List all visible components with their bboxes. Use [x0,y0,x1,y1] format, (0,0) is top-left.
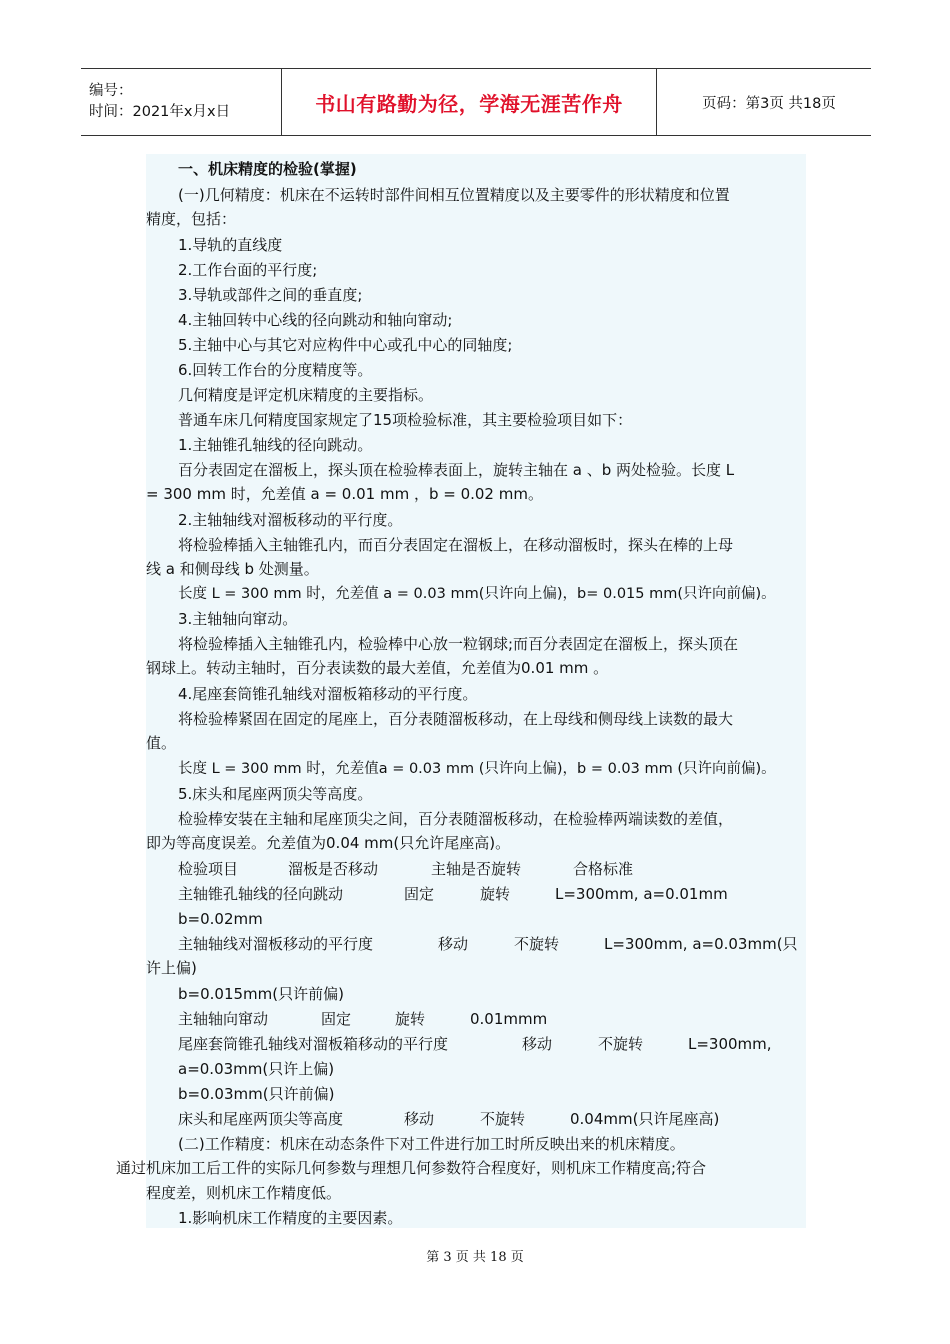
table-row [178,1108,719,1130]
list-item: 5.床头和尾座两顶尖等高度。 [178,785,373,803]
table-cell: 不旋转 [598,1035,644,1053]
paragraph-line: 长度 L = 300 mm 时，允差值a = 0.03 mm (只许向上偏)，b = 0.03 mm (只许向前偏)。 [178,761,776,777]
list-item: 2.工作台面的平行度; [178,261,318,279]
list-item: 2.主轴轴线对溜板移动的平行度。 [178,511,403,529]
table-cell: 0.01mmm [470,1010,548,1028]
table-header-cell: 检验项目 [178,860,239,878]
table-cell: 固定 [321,1010,352,1028]
list-item: 3.主轴轴向窜动。 [178,610,298,628]
paragraph-line: 将检验棒插入主轴锥孔内，而百分表固定在溜板上，在移动溜板时，探头在棒的上母 [178,536,734,554]
table-cell: 尾座套筒锥孔轴线对溜板箱移动的平行度 [178,1035,449,1053]
paragraph-line: 即为等高度误差。允差值为0.04 mm(只允许尾座高)。 [146,834,511,852]
table-row [178,883,728,905]
table-cell: 床头和尾座两顶尖等高度 [178,1110,344,1128]
table-row-continuation: b=0.03mm(只许前偏) [178,1085,335,1103]
table-cell: 移动 [404,1110,435,1128]
table-row-continuation: b=0.02mm [178,910,263,928]
table-row [178,1033,772,1055]
table-header-cell: 主轴是否旋转 [431,860,522,878]
table-cell: 不旋转 [480,1110,526,1128]
table-header-row [178,858,633,880]
document-body [116,154,806,1228]
table-cell: 旋转 [480,885,511,903]
header-page-cell [657,69,871,135]
header-motto: 书山有路勤为径，学海无涯苦作舟 [315,91,623,116]
list-item: 4.尾座套筒锥孔轴线对溜板箱移动的平行度。 [178,685,478,703]
paragraph-line: 值。 [146,734,177,752]
table-row-continuation: 许上偏) [146,959,197,977]
table-row [178,1008,547,1030]
paragraph-line: 将检验棒插入主轴锥孔内，检验棒中心放一粒钢球;而百分表固定在溜板上，探头顶在 [178,635,739,653]
table-cell: 固定 [404,885,435,903]
list-item: 3.导轨或部件之间的垂直度; [178,286,363,304]
paragraph-line: 长度 L = 300 mm 时，允差值 a = 0.03 mm(只许向上偏)，b= 0.015 mm(只许向前偏)。 [178,586,776,602]
table-row-continuation: a=0.03mm(只许上偏) [178,1060,335,1078]
header-motto-cell [282,69,657,135]
header-meta [81,69,282,135]
table-header-cell: 合格标准 [573,860,634,878]
paragraph-line: 几何精度是评定机床精度的主要指标。 [178,386,434,404]
table-header-cell: 溜板是否移动 [288,860,379,878]
table-row [178,933,798,955]
table-cell: L=300mm, [688,1035,772,1053]
paragraph-line: = 300 mm 时，允差值 a = 0.01 mm ，b = 0.02 mm。 [146,485,543,503]
page-footer: 第 3 页 共 18 页 [426,1250,524,1265]
list-item: 5.主轴中心与其它对应构件中心或孔中心的同轴度; [178,336,513,354]
list-item: 1.导轨的直线度 [178,236,283,254]
paragraph-line: 线 a 和侧母线 b 处测量。 [146,560,319,578]
list-item: 4.主轴回转中心线的径向跳动和轴向窜动; [178,311,453,329]
paragraph-line: 将检验棒紧固在固定的尾座上，百分表随溜板移动，在上母线和侧母线上读数的最大 [178,710,734,728]
paragraph-line: 检验棒安装在主轴和尾座顶尖之间，百分表随溜板移动，在检验棒两端读数的差值， [178,810,734,828]
table-cell: 移动 [438,935,469,953]
paragraph-line: 通过机床加工后工件的实际几何参数与理想几何参数符合程度好，则机床工作精度高;符合 [116,1159,707,1177]
table-row-continuation: b=0.015mm(只许前偏) [178,985,344,1003]
paragraph-line: 普通车床几何精度国家规定了15项检验标准，其主要检验项目如下： [178,411,633,429]
doc-date-label: 时间：2021年x月x日 [89,104,231,120]
doc-number-label: 编号： [89,83,133,99]
table-cell: L=300mm, a=0.03mm(只 [604,935,798,953]
table-cell: 0.04mm(只许尾座高) [570,1110,720,1128]
paragraph-line: 百分表固定在溜板上，探头顶在检验棒表面上，旋转主轴在 a 、b 两处检验。长度 L [178,461,735,479]
list-item: 1.主轴锥孔轴线的径向跳动。 [178,436,373,454]
table-cell: 主轴锥孔轴线的径向跳动 [178,885,344,903]
paragraph-line: 精度，包括： [146,210,237,228]
header-page-label: 页码：第3页 共18页 [702,95,836,112]
list-item: 1.影响机床工作精度的主要因素。 [178,1209,403,1227]
section-subheading: (二)工作精度：机床在动态条件下对工件进行加工时所反映出来的机床精度。 [178,1135,685,1153]
table-cell: 主轴轴向窜动 [178,1010,269,1028]
table-cell: L=300mm, a=0.01mm [555,885,728,903]
paragraph-line: (一)几何精度：机床在不运转时部件间相互位置精度以及主要零件的形状精度和位置 [178,186,730,204]
table-cell: 移动 [522,1035,553,1053]
table-cell: 主轴轴线对溜板移动的平行度 [178,935,374,953]
page-header [81,68,871,136]
table-cell: 不旋转 [514,935,560,953]
list-item: 6.回转工作台的分度精度等。 [178,361,373,379]
paragraph-line: 程度差，则机床工作精度低。 [146,1184,342,1202]
section-heading: 一、机床精度的检验(掌握) [178,160,357,178]
table-cell: 旋转 [395,1010,426,1028]
paragraph-line: 钢球上。转动主轴时，百分表读数的最大差值，允差值为0.01 mm 。 [146,659,609,677]
